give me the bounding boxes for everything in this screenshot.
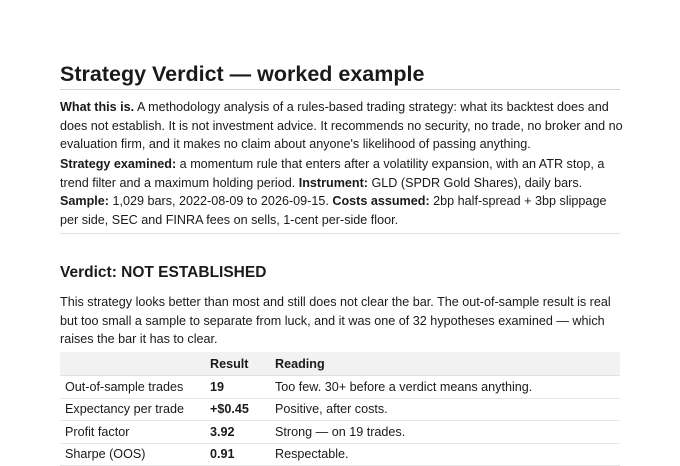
- strategy-paragraph: [60, 155, 626, 229]
- header-reading: Reading: [270, 352, 620, 376]
- result-cell: 19: [205, 376, 270, 399]
- metric-cell: Profit factor: [60, 421, 205, 444]
- intro-label: What this is.: [60, 100, 135, 114]
- reading-cell: Too few. 30+ before a verdict means anything.: [270, 376, 620, 399]
- metric-cell: Expectancy per trade: [60, 398, 205, 421]
- costs-text: 2bp half-spread + 3bp slippage per side, SEC and FINRA fees on sells, 1-cent per-side floor.: [60, 194, 607, 227]
- header-metric: [60, 352, 205, 376]
- intro-text: A methodology analysis of a rules-based trading strategy: what its backtest does and does not establish. It is not investment advice. It recommends no security, no trade, no broker and no evaluation firm, and it makes no claim about anyone's likelihood of passing anything.: [60, 100, 623, 151]
- metric-cell: Sharpe (OOS): [60, 443, 205, 466]
- metric-cell: Out-of-sample trades: [60, 376, 205, 399]
- reading-cell: Positive, after costs.: [270, 398, 620, 421]
- intro-paragraph: [60, 98, 626, 154]
- result-cell: 0.91: [205, 443, 270, 466]
- result-cell: +$0.45: [205, 398, 270, 421]
- verdict-heading: Verdict: NOT ESTABLISHED: [60, 264, 267, 281]
- table-header-row: [60, 352, 620, 376]
- instrument-label: Instrument:: [298, 175, 368, 190]
- verdict-summary: This strategy looks better than most and still does not clear the bar. The out-of-sample result is real but too small a sample to separate from luck, and it was one of 32 hypotheses examined — which raises the bar it has to clear.: [60, 295, 611, 346]
- table-row: [60, 376, 620, 399]
- results-table: [60, 352, 620, 466]
- table-row: [60, 398, 620, 421]
- instrument-text: GLD (SPDR Gold Shares), daily bars.: [367, 175, 583, 190]
- reading-cell: Respectable.: [270, 443, 620, 466]
- sample-label: Sample:: [60, 194, 109, 208]
- reading-cell: Strong — on 19 trades.: [270, 421, 620, 444]
- costs-label: Costs assumed:: [332, 194, 430, 208]
- strategy-text: a momentum rule that enters after a volatility expansion, with an ATR stop, a trend filter and a maximum holding period.: [60, 157, 605, 190]
- sample-text: 1,029 bars, 2022-08-09 to 2026-09-15.: [109, 194, 333, 208]
- strategy-label: Strategy examined:: [60, 157, 177, 171]
- result-cell: 3.92: [205, 421, 270, 444]
- header-result: Result: [205, 352, 270, 376]
- page-title: Strategy Verdict — worked example: [60, 60, 620, 90]
- table-row: [60, 421, 620, 444]
- table-row: [60, 443, 620, 466]
- section-divider: [60, 233, 620, 234]
